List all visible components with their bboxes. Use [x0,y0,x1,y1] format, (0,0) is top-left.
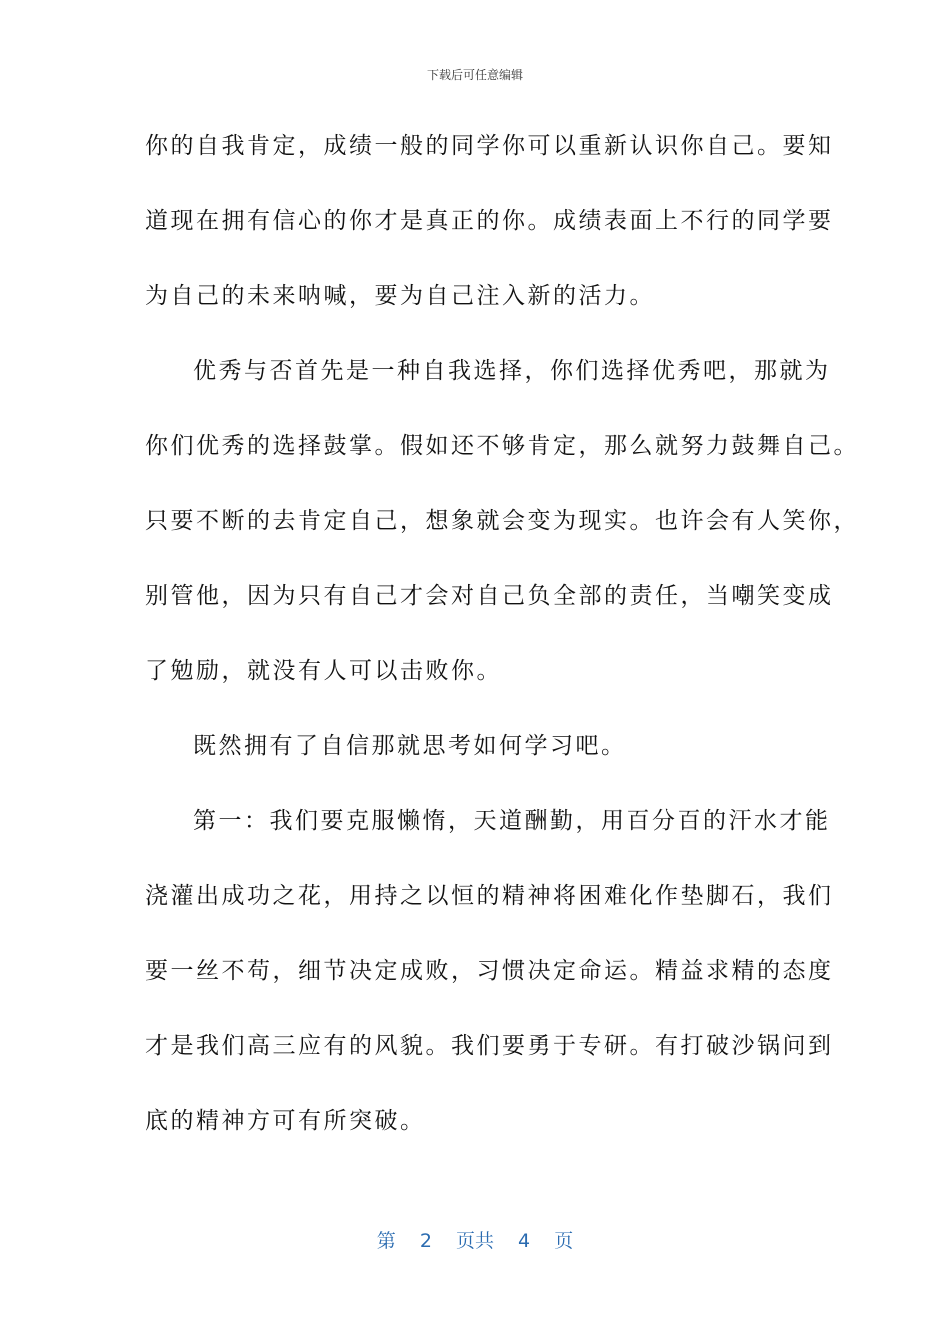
text-line: 道现在拥有信心的你才是真正的你。成绩表面上不行的同学要 [145,208,834,234]
text-line: 浇灌出成功之花，用持之以恒的精神将困难化作垫脚石，我们 [145,883,834,909]
text-line: 底的精神方可有所突破。 [145,1108,426,1134]
text-line: 要一丝不苟，细节决定成败，习惯决定命运。精益求精的态度 [145,958,834,984]
total-pages-number: 4 [518,1230,531,1252]
text-line: 了勉励，就没有人可以击败你。 [145,658,502,684]
text-line: 才是我们高三应有的风貌。我们要勇于专研。有打破沙锅问到 [145,1033,834,1059]
text-line: 你们优秀的选择鼓掌。假如还不够肯定，那么就努力鼓舞自己。 [145,433,859,459]
document-body [145,120,859,1170]
paragraph-first-line: 既然拥有了自信那就思考如何学习吧。 [193,733,627,759]
page-prefix: 第 [376,1230,396,1252]
text-line: 为自己的未来呐喊，要为自己注入新的活力。 [145,283,655,309]
paragraph-first-line: 第一：我们要克服懒惰，天道酬勤，用百分百的汗水才能 [193,808,831,834]
text-line: 只要不断的去肯定自己，想象就会变为现实。也许会有人笑你， [145,508,859,534]
text-line: 你的自我肯定，成绩一般的同学你可以重新认识你自己。要知 [145,133,834,159]
page-suffix: 页 [554,1230,574,1252]
text-line: 别管他，因为只有自己才会对自己负全部的责任，当嘲笑变成 [145,583,834,609]
page-mid-text: 页共 [455,1230,494,1252]
paragraph-first-line: 优秀与否首先是一种自我选择，你们选择优秀吧，那就为 [193,358,831,384]
page-footer [0,1226,950,1253]
header-note: 下载后可任意编辑 [426,68,523,82]
current-page-number: 2 [419,1230,432,1252]
